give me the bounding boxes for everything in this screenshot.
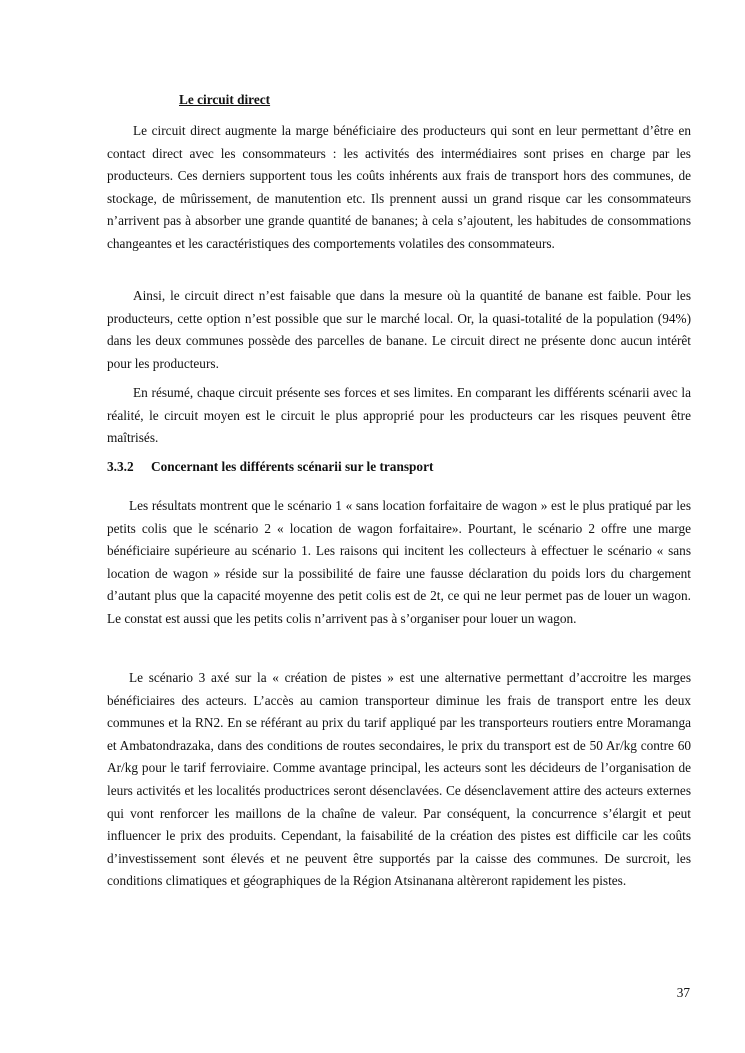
section-title: Concernant les différents scénarii sur le transport xyxy=(151,459,434,474)
paragraph-transport-1: Les résultats montrent que le scénario 1 « sans location forfaitaire de wagon » est le plus pratiqué par les petits colis que le scénario 2 « location de wagon forfaitaire». Pourtant, le scénario 2 offre une marge bénéficiaire supérieure au scénario 1. Les raisons qui incitent les collecteurs à effectuer le scénario « sans location de wagon » réside sur la possibilité de faire une fausse déclaration du poids lors du chargement d’autant plus que la capacité moyenne des petit colis est de 2t, ce qui ne leur permet pas de louer un wagon. Le constat est aussi que les petits colis n’arrivent pas à s’organiser pour louer un wagon. xyxy=(107,498,691,626)
paragraph-summary: En résumé, chaque circuit présente ses forces et ses limites. En comparant les différents scénarii avec la réalité, le circuit moyen est le circuit le plus approprié pour les producteurs car les risques peuvent être maîtrisés. xyxy=(107,385,691,446)
paragraph-transport-2: Le scénario 3 axé sur la « création de pistes » est une alternative permettant d’accroitre les marges bénéficiaires des acteurs. L’accès au camion transporteur diminue les frais de transport entre les deux communes et la RN2. En se référant au prix du tarif appliqué par les transporteurs routiers entre Moramanga et Ambatondrazaka, dans des conditions de routes secondaires, le prix du transport est de 50 Ar/kg contre 60 Ar/kg pour le tarif ferroviaire. Comme avantage principal, les acteurs sont les décideurs de l’organisation de leurs activités et les localités productrices seront désenclavées. Ce désenclavement attire des acteurs externes qui vont renforcer les maillons de la chaîne de valeur. Par conséquent, la concurrence s’élargit et peut influencer le prix des produits. Cependant, la faisabilité de la création des pistes est difficile car les coûts d’investissement sont élevés et ne peuvent être supportés par la caisse des communes. De surcroit, les conditions climatiques et géographiques de la Région Atsinanana altèreront rapidement les pistes. xyxy=(107,670,691,889)
paragraph-circuit-direct-2: Ainsi, le circuit direct n’est faisable que dans la mesure où la quantité de banane est faible. Pour les producteurs, cette option n’est possible que sur le marché local. Or, la quasi-totalité de la population (94%) dans les deux communes possède des parcelles de banane. Le circuit direct ne présente donc aucun intérêt pour les producteurs. xyxy=(107,288,691,371)
page-number: 37 xyxy=(676,985,690,1000)
section-heading xyxy=(107,459,433,475)
section-number: 3.3.2 xyxy=(107,459,134,474)
paragraph-circuit-direct-1: Le circuit direct augmente la marge bénéficiaire des producteurs qui sont en leur permettant d’être en contact direct avec les consommateurs : les activités des intermédiaires sont prises en charge par les producteurs. Ces derniers supportent tous les coûts inhérents aux frais de transport hors des communes, de stockage, de mûrissement, de manutention etc. Ils prennent aussi un grand risque car les consommateurs n’arrivent pas à absorber une grande quantité de bananes; à cela s’ajoutent, les habitudes de consommations changeantes et les caractéristiques des comportements volatiles des consommateurs. xyxy=(107,123,691,251)
subsection-title: Le circuit direct xyxy=(179,92,271,107)
